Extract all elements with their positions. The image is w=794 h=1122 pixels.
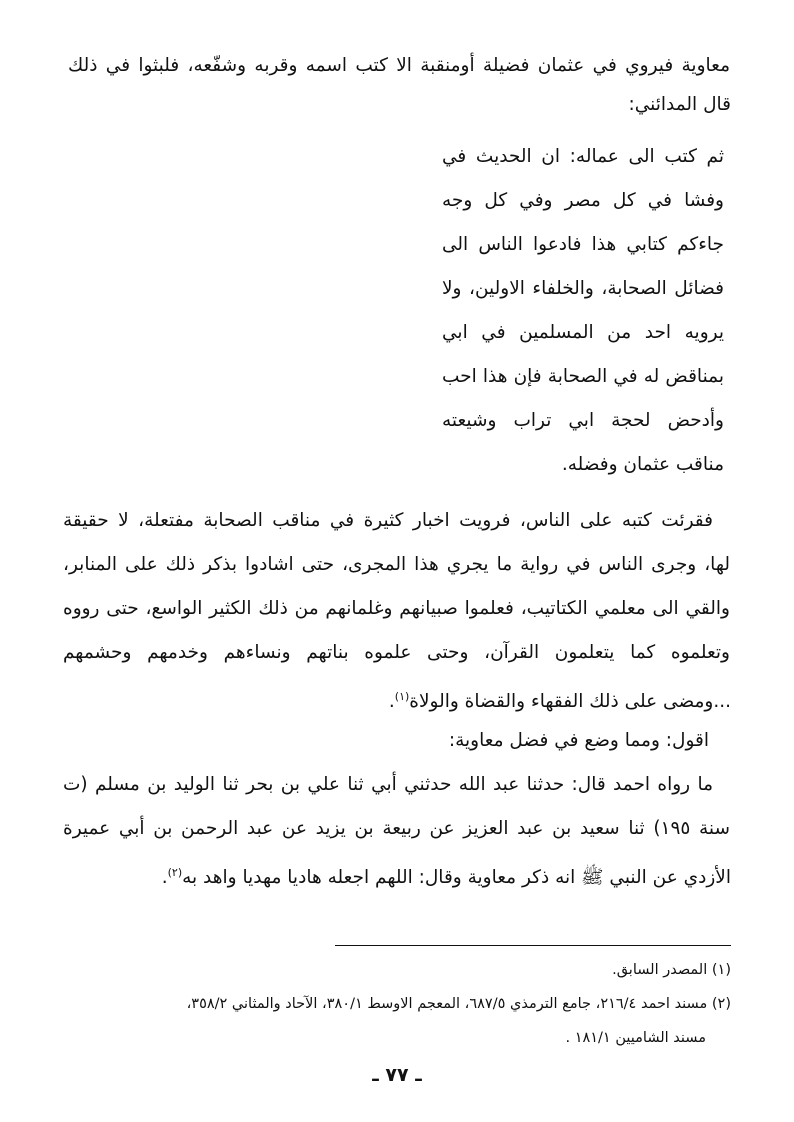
quote-line: جاءكم كتابي هذا فادعوا الناس الى [442, 234, 724, 255]
quote-line: بمناقض له في الصحابة فإن هذا احب [442, 366, 724, 387]
page-number: ـ ٧٧ ـ [372, 1064, 422, 1086]
text-line: والقي الى معلمي الكتاتيب، فعلموا صبيانهم وغلمانهم من ذلك الكثير الواسع، حتى رووه [63, 598, 730, 619]
quote-line: وفشا في كل مصر وفي كل وجه [442, 190, 724, 211]
footnote: (٢) مسند احمد ٢١٦/٤، جامع الترمذي ٦٨٧/٥، المعجم الاوسط ٣٨٠/١، الآحاد والمثاني ٣٥٨/٢، [186, 996, 731, 1012]
text-line: ما رواه احمد قال: حدثنا عبد الله حدثني أبي ثنا علي بن بحر ثنا الوليد بن مسلم (ت [63, 774, 713, 795]
text-line: قال المدائني: [628, 94, 731, 115]
text-line: الأزدي عن النبي ﷺ انه ذكر معاوية وقال: اللهم اجعله هاديا مهديا واهد به$^{(٢)}$. [161, 866, 731, 889]
quote-line: ثم كتب الى عماله: ان الحديث في [442, 146, 724, 167]
footnote: (١) المصدر السابق. [612, 962, 731, 978]
text-line: فقرئت كتبه على الناس، فرويت اخبار كثيرة في مناقب الصحابة مفتعلة، لا حقيقة [63, 510, 713, 531]
quote-line: وأدحض لحجة ابي تراب وشيعته [442, 410, 724, 431]
quote-line: فضائل الصحابة، والخلفاء الاولين، ولا [442, 278, 724, 299]
quote-line: مناقب عثمان وفضله. [561, 454, 724, 475]
text-line: لها، وجرى الناس في رواية ما يجري هذا المجرى، حتى اشادوا بذكر ذلك على المنابر، [63, 554, 730, 575]
footnote-ref: (١) [394, 690, 410, 703]
quote-line: يرويه احد من المسلمين في ابي [442, 322, 724, 343]
footnote: مسند الشاميين ١٨١/١ . [565, 1030, 706, 1046]
footnote-ref: (٢) [167, 866, 183, 879]
text-span: ...ومضى على ذلك الفقهاء والقضاة والولاة [409, 691, 731, 713]
footnote-divider [335, 945, 731, 946]
text-line: وتعلموه كما يتعلمون القرآن، وحتى علموه بناتهم ونساءهم وخدمهم وحشمهم [63, 642, 730, 663]
text-line: اقول: ومما وضع في فضل معاوية: [448, 730, 709, 751]
text-span: الأزدي عن النبي ﷺ انه ذكر معاوية وقال: اللهم اجعله هاديا مهديا واهد به [182, 867, 731, 889]
text-line: ...ومضى على ذلك الفقهاء والقضاة والولاة$^{(١)}$. [388, 690, 731, 713]
text-line: سنة ١٩٥) ثنا سعيد بن عبد العزيز عن ربيعة بن يزيد عن عبد الرحمن بن أبي عميرة [63, 818, 730, 839]
text-line: معاوية فيروي في عثمان فضيلة أومنقبة الا كتب اسمه وقربه وشفّعه، فلبثوا في ذلك [68, 55, 730, 76]
